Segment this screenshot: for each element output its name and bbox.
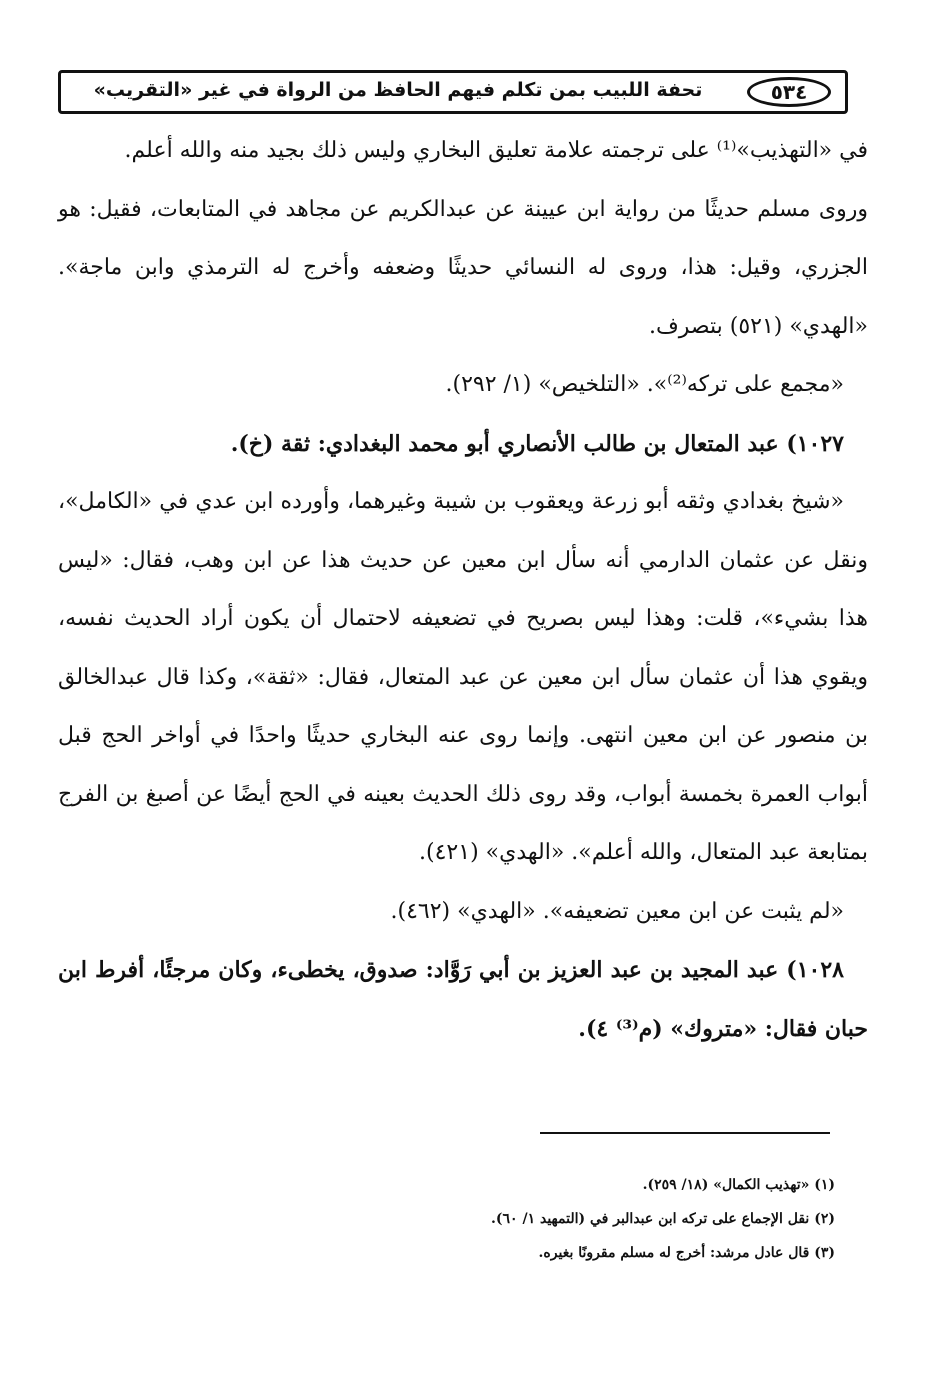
entry-heading: ١٠٢٨) عبد المجيد بن عبد العزيز بن أبي رَوَّاد: صدوق، يخطىء، وكان مرجئًا، أفرط ابن حبان فقال: «متروك» (م⁽³⁾ ٤). — [58, 957, 868, 1042]
book-title: تحفة اللبيب بمن تكلم فيهم الحافظ من الرواة في غير «التقريب» — [93, 79, 703, 101]
paragraph: في «التهذيب»⁽¹⁾ على ترجمته علامة تعليق البخاري وليس ذلك بجيد منه والله أعلم. — [124, 138, 868, 163]
running-header — [58, 70, 848, 114]
footnote: (٢) نقل الإجماع على تركه ابن عبدالبر في (التمهيد ١/ ٦٠). — [491, 1211, 835, 1227]
footnote: (١) «تهذيب الكمال» (١٨/ ٢٥٩). — [642, 1177, 835, 1193]
footnotes — [300, 1168, 835, 1270]
paragraph: «مجمع على تركه⁽²⁾». «التلخيص» (١/ ٢٩٢). — [445, 372, 844, 397]
footnote-divider — [540, 1132, 830, 1134]
paragraph: وروى مسلم حديثًا من رواية ابن عيينة عن عبدالكريم عن مجاهد في المتابعات، فقيل: هو الجزري، وقيل: هذا، وروى له النسائي حديثًا وضعفه وأخرج له الترمذي وابن ماجة». «الهدي» (٥٢١) بتصرف. — [58, 196, 868, 339]
paragraph: «شيخ بغدادي وثقه أبو زرعة ويعقوب بن شيبة وغيرهما، وأورده ابن عدي في «الكامل»، ونقل عن عثمان الدارمي أنه سأل ابن معين عن حديث هذا عن ابن وهب، فقال: «ليس هذا بشيء»، قلت: وهذا ليس بصريح في تضعيفه لاحتمال أن يكون أراد الحديث نفسه، ويقوي هذا أن عثمان سأل ابن معين عن عبد المتعال، فقال: «ثقة»، وكذا قال عبدالخالق بن منصور عن ابن معين انتهى. وإنما روى عنه البخاري حديثًا واحدًا في أواخر الحج قبل أبواب العمرة بخمسة أبواب، وقد روى ذلك الحديث بعينه في الحج أيضًا عن أصبغ بن الفرج بمتابعة عبد المتعال، والله أعلم». «الهدي» (٤٢١). — [58, 489, 868, 865]
page-number: ٥٣٤ — [747, 77, 831, 107]
main-text — [58, 122, 868, 1058]
entry-heading: ١٠٢٧) عبد المتعال بن طالب الأنصاري أبو محمد البغدادي: ثقة (خ). — [230, 430, 844, 457]
footnote: (٣) قال عادل مرشد: أخرج له مسلم مقرونًا بغيره. — [538, 1245, 835, 1261]
paragraph: «لم يثبت عن ابن معين تضعيفه». «الهدي» (٤٦٢). — [390, 898, 844, 924]
